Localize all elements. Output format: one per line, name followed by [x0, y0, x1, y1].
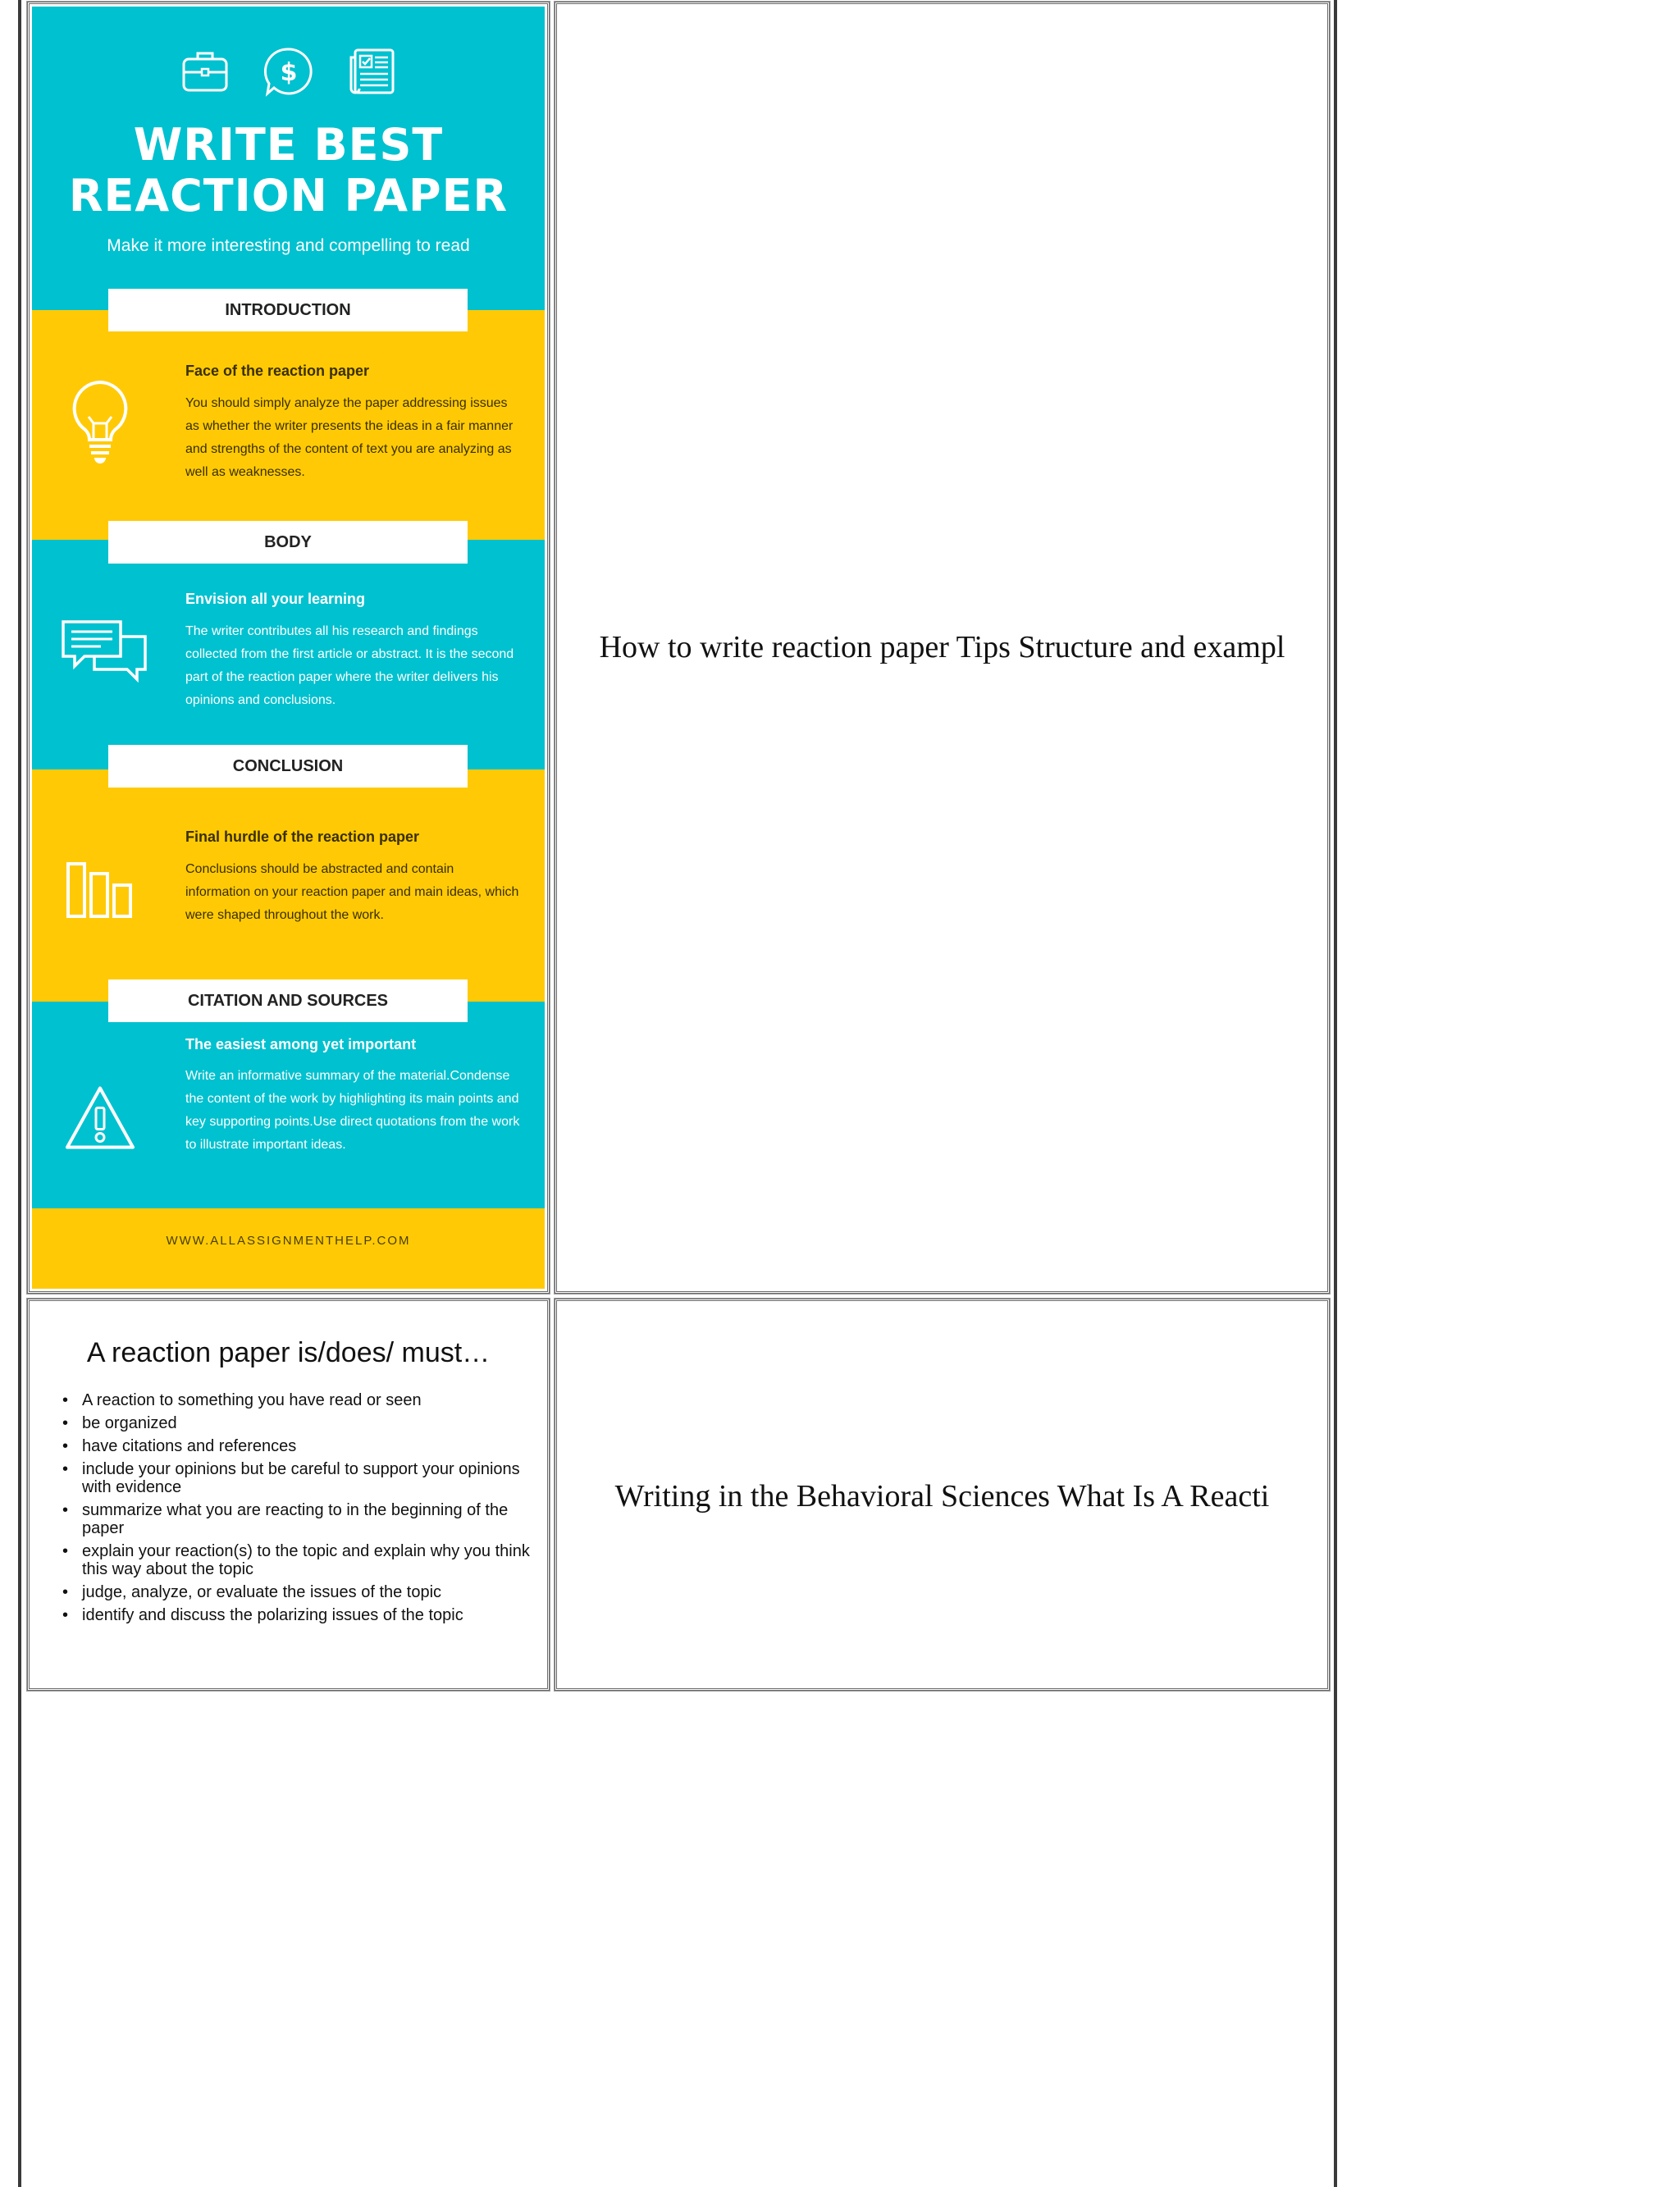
dollar-speech-icon [263, 46, 314, 97]
list-item: • summarize what you are reacting to in the beginning of the paper [59, 1501, 531, 1537]
section-header-introduction: INTRODUCTION [108, 289, 468, 331]
slide-bullet-list [59, 1391, 531, 1629]
list-item: • judge, analyze, or evaluate the issues of the topic [59, 1583, 531, 1601]
infographic-title [32, 120, 545, 221]
infographic-cell [27, 2, 550, 1294]
section-heading-conclusion: Final hurdle of the reaction paper [185, 829, 420, 845]
slide-cell [27, 1299, 550, 1691]
caption-text-2: Writing in the Behavioral Sciences What Is A Reacti [614, 1479, 1270, 1514]
infographic-subtitle: Make it more interesting and compelling to read [107, 236, 470, 255]
list-item: • have citations and references [59, 1437, 531, 1455]
newspaper-icon [347, 46, 398, 97]
title-line-1: WRITE BEST [133, 119, 444, 171]
top-icons [32, 46, 545, 97]
section-text-body: The writer contributes all his research and findings collected from the first article or abstract. It is the second part of the reaction paper where the writer delivers his opinions and conclusions. [185, 624, 514, 707]
infographic-footer-url: WWW.ALLASSIGNMENTHELP.COM [166, 1234, 411, 1248]
infographic [32, 7, 545, 1289]
section-header-citation: CITATION AND SOURCES [108, 979, 468, 1022]
section-header-conclusion: CONCLUSION [108, 745, 468, 788]
section-text-introduction: You should simply analyze the paper addressing issues as whether the writer presents the ideas in a fair manner and strengths of the content of text you are analyzing as well as weaknesses. [185, 396, 514, 479]
section-heading-citation: The easiest among yet important [185, 1036, 417, 1052]
chat-bubbles-icon [60, 605, 150, 696]
yellow-band-footer [32, 1208, 545, 1289]
list-item: • explain your reaction(s) to the topic and explain why you think this way about the topic [59, 1542, 531, 1578]
caption-cell-2 [555, 1299, 1330, 1691]
section-heading-body: Envision all your learning [185, 591, 366, 607]
list-item: • A reaction to something you have read or seen [59, 1391, 531, 1409]
section-heading-introduction: Face of the reaction paper [185, 363, 370, 379]
briefcase-icon [180, 46, 231, 97]
section-text-conclusion: Conclusions should be abstracted and contain information on your reaction paper and main ideas, which were shaped throughout the work. [185, 862, 519, 922]
svg-text:$: $ [280, 58, 297, 87]
section-text-citation: Write an informative summary of the material.Condense the content of the work by highlighting its main points and key supporting points.Use direct quotations from the work to illustrate important ideas. [185, 1069, 520, 1152]
list-item: • be organized [59, 1414, 531, 1432]
list-item: • identify and discuss the polarizing issues of the topic [59, 1606, 531, 1624]
list-item: • include your opinions but be careful to support your opinions with evidence [59, 1460, 531, 1496]
slide-title: A reaction paper is/does/ must… [86, 1337, 491, 1368]
warning-icon [63, 1073, 137, 1163]
caption-text-1: How to write reaction paper Tips Structure and exampl [599, 630, 1285, 664]
bar-chart-icon [63, 845, 137, 935]
title-line-2: REACTION PAPER [68, 170, 509, 221]
section-header-body: BODY [108, 521, 468, 564]
caption-cell-1 [555, 2, 1330, 1294]
lightbulb-icon [63, 376, 137, 466]
